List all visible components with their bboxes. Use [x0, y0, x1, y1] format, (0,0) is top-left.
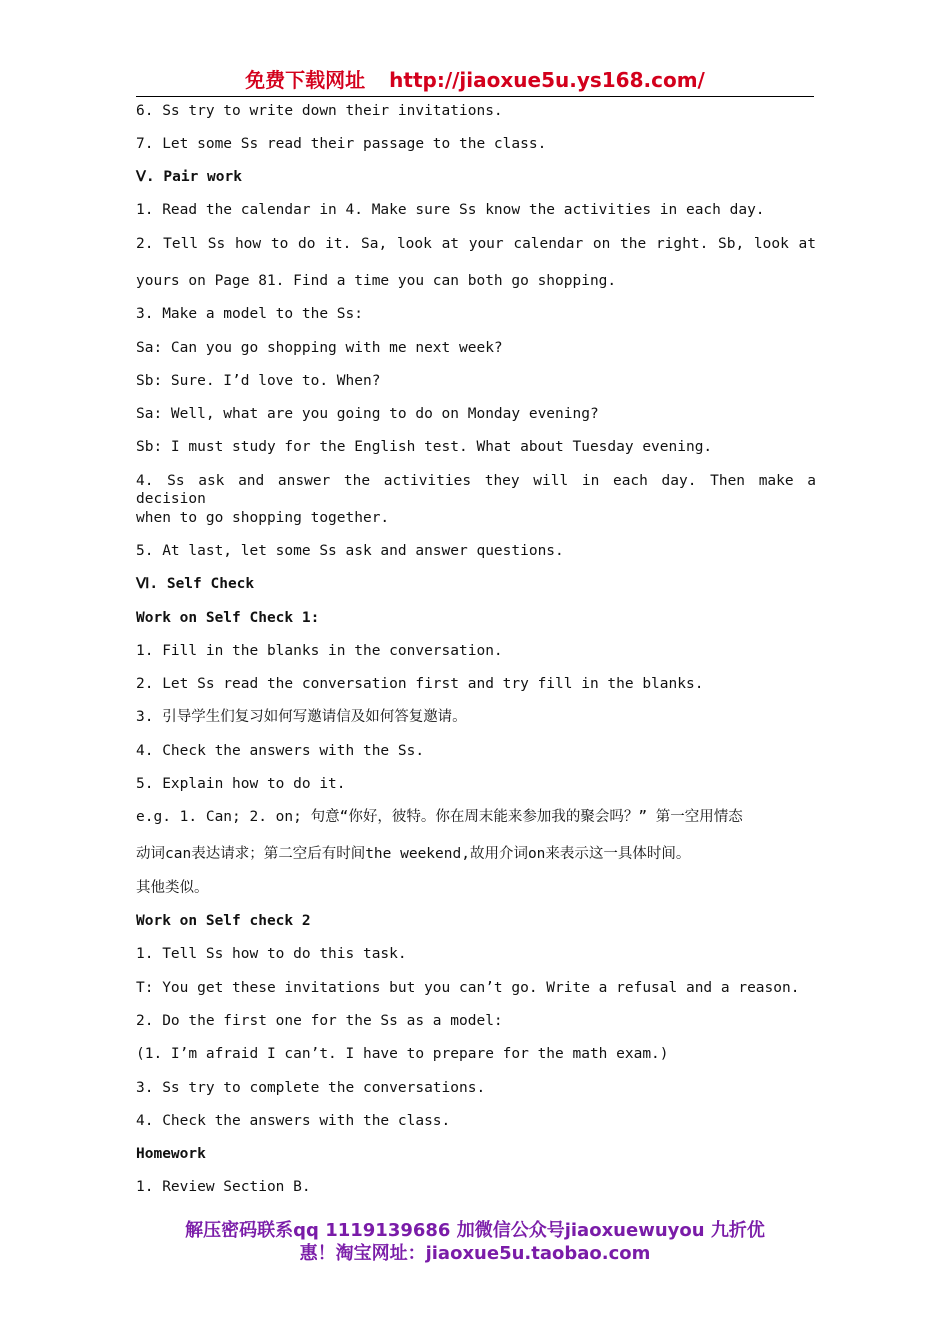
text-line: 1. Tell Ss how to do this task.	[136, 946, 407, 962]
text-line: Sb: Sure. I’d love to. When?	[136, 373, 381, 389]
text-line: 1. Review Section B.	[136, 1179, 311, 1195]
text-line: 2. Let Ss read the conversation first and try fill in the blanks.	[136, 676, 704, 692]
text-line: when to go shopping together.	[136, 510, 390, 526]
subsection-heading: Work on Self Check 1:	[136, 610, 320, 626]
section-heading: Ⅵ. Self Check	[136, 576, 255, 592]
text-line: 其他类似。	[136, 880, 209, 896]
text-line: 1. Read the calendar in 4. Make sure Ss know the activities in each day.	[136, 202, 765, 218]
text-line: T: You get these invitations but you can’t go. Write a refusal and a reason.	[136, 980, 800, 996]
text-line: 动词can表达请求；第二空后有时间the weekend,故用介词on来表示这一具体时间。	[136, 846, 691, 862]
text-line: Sa: Well, what are you going to do on Monday evening?	[136, 406, 599, 422]
text-line: 3. 引导学生们复习如何写邀请信及如何答复邀请。	[136, 709, 467, 725]
text-line: e.g. 1. Can; 2. on; 句意“你好，彼特。你在周末能来参加我的聚会吗？” 第一空用情态	[136, 809, 743, 825]
text-line: 4. Check the answers with the Ss.	[136, 743, 425, 759]
text-line: 2. Do the first one for the Ss as a model:	[136, 1013, 503, 1029]
text-line: 1. Fill in the blanks in the conversation.	[136, 643, 503, 659]
text-line: 3. Make a model to the Ss:	[136, 306, 363, 322]
text-line: Sb: I must study for the English test. What about Tuesday evening.	[136, 439, 713, 455]
text-line: 5. Explain how to do it.	[136, 776, 346, 792]
section-heading: Ⅴ. Pair work	[136, 169, 242, 185]
text-line: 6. Ss try to write down their invitations.	[136, 103, 503, 119]
header-url[interactable]: http://jiaoxue5u.ys168.com/	[389, 68, 705, 92]
text-line: 4. Check the answers with the class.	[136, 1113, 451, 1129]
footer-line-2: 惠！淘宝网址：jiaoxue5u.taobao.com	[299, 1243, 651, 1264]
text-line: 5. At last, let some Ss ask and answer questions.	[136, 543, 564, 559]
page-header	[136, 64, 814, 97]
text-line: Sa: Can you go shopping with me next week?	[136, 340, 503, 356]
text-line: 2. Tell Ss how to do it. Sa, look at your calendar on the right. Sb, look at	[136, 236, 816, 252]
text-line: yours on Page 81. Find a time you can both go shopping.	[136, 273, 617, 289]
section-heading: Homework	[136, 1146, 206, 1162]
footer-line-1: 解压密码联系qq 1119139686 加微信公众号jiaoxuewuyou 九折优	[185, 1220, 765, 1241]
subsection-heading: Work on Self check 2	[136, 913, 311, 929]
text-line: 7. Let some Ss read their passage to the class.	[136, 136, 547, 152]
header-title: 免费下载网址	[245, 68, 366, 92]
text-line: 3. Ss try to complete the conversations.	[136, 1080, 486, 1096]
text-line: 4. Ss ask and answer the activities they will in each day. Then make a decision	[136, 473, 816, 507]
text-line: (1. I’m afraid I can’t. I have to prepare for the math exam.)	[136, 1046, 669, 1062]
